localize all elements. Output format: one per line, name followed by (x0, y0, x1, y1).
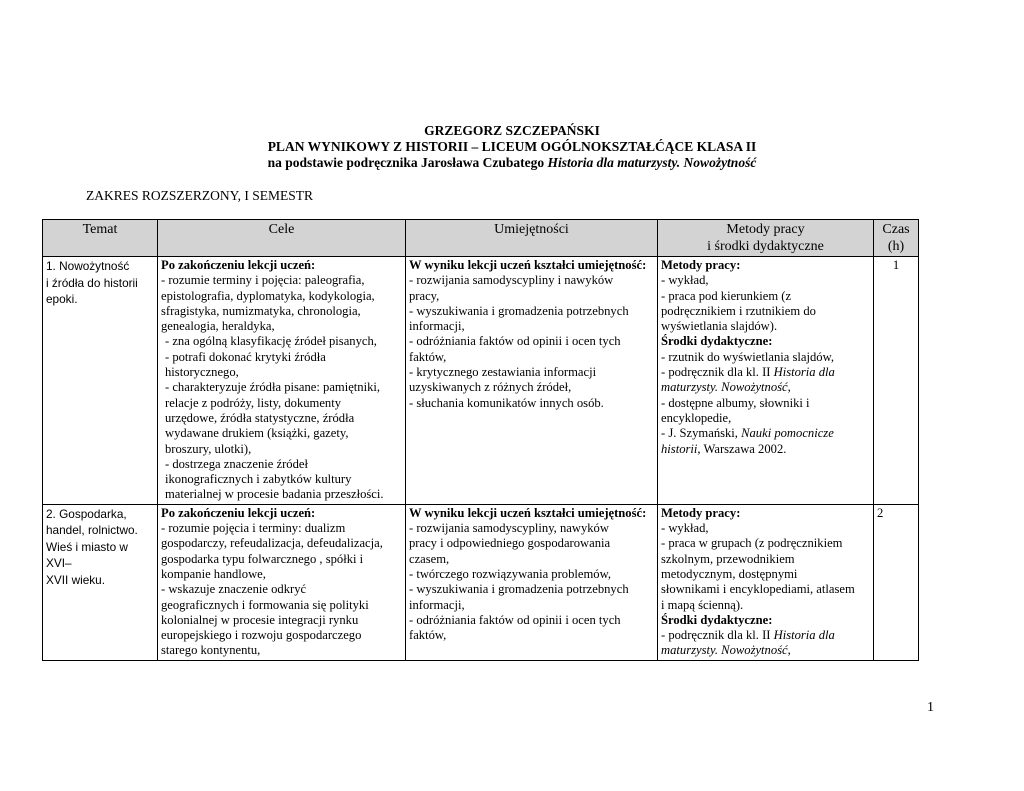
metody-line: - wykład, (661, 521, 709, 536)
cele-lead: Po zakończeniu lekcji uczeń: (161, 505, 316, 520)
table-header-row (43, 220, 919, 257)
srodki-line (661, 426, 870, 441)
cell-czas: 1 (874, 257, 919, 505)
cele-line: urzędowe, źródła statystyczne, źródła (165, 410, 355, 425)
cele-line: - zna ogólną klasyfikację źródeł pisanych, (165, 334, 377, 349)
cele-line: gospodarka typu folwarcznego , spółki i (161, 551, 364, 566)
srodki-line (661, 380, 870, 395)
book-title-italic: Historia dla (773, 365, 835, 380)
srodki-line: - rzutnik do wyświetlania slajdów, (661, 349, 835, 364)
srodki-line (661, 643, 870, 658)
temat-line: 2. Gospodarka, (46, 506, 127, 521)
cele-line: - wskazuje znaczenie odkryć (161, 582, 307, 597)
umiejetnosci-line: - krytycznego zestawiania informacji (409, 365, 597, 380)
srodki-line: encyklopedie, (661, 410, 732, 425)
cele-line: epistolografia, dyplomatyka, kodykologia, (161, 288, 375, 303)
cell-cele (158, 504, 406, 660)
cele-line: - dostrzega znaczenie źródeł (165, 456, 308, 471)
umiejetnosci-line: - odróżniania faktów od opinii i ocen tych (409, 334, 621, 349)
metody-line: - wykład, (661, 273, 709, 288)
srodki-text: , (787, 643, 791, 658)
document-subtitle (0, 155, 1024, 171)
cell-umiejetnosci (406, 504, 658, 660)
cele-line: europejskiego i rozwoju gospodarczego (161, 628, 362, 643)
document-title: PLAN WYNIKOWY Z HISTORII – LICEUM OGÓLNOKSZTAŁĆĄCE KLASA II (267, 139, 757, 154)
cele-line: ikonograficznych i zabytków kultury (165, 472, 352, 487)
umiejetnosci-line: faktów, (409, 628, 447, 643)
umiejetnosci-line: - twórczego rozwiązywania problemów, (409, 566, 611, 581)
cell-czas: 2 (874, 504, 919, 660)
header-czas (874, 220, 919, 257)
umiejetnosci-line: pracy i odpowiedniego gospodarowania (409, 536, 611, 551)
cell-metody (658, 257, 874, 505)
header-metody-line1: Metody pracy (726, 222, 805, 237)
cele-line: kolonialnej w procesie integracji rynku (161, 612, 359, 627)
umiejetnosci-line: - wyszukiwania i gromadzenia potrzebnych (409, 582, 629, 597)
umiejetnosci-line: informacji, (409, 597, 465, 612)
srodki-lead: Środki dydaktyczne: (661, 612, 773, 627)
cele-line: - rozumie pojęcia i terminy: dualizm (161, 521, 346, 536)
header-temat: Temat (43, 220, 158, 257)
umiejetnosci-line: pracy, (409, 288, 440, 303)
table-row (43, 257, 919, 505)
cele-line: starego kontynentu, (161, 643, 261, 658)
srodki-text: - J. Szymański, (661, 426, 742, 441)
subtitle-prefix: na podstawie podręcznika Jarosława Czubatego (267, 155, 548, 170)
cell-metody (658, 504, 874, 660)
cele-line: genealogia, heraldyka, (161, 319, 275, 334)
umiejetnosci-lead: W wyniku lekcji uczeń kształci umiejętność: (409, 258, 647, 272)
metody-line: szkolnym, przewodnikiem (661, 551, 795, 566)
cele-line: wydawane drukiem (książki, gazety, (165, 426, 349, 441)
umiejetnosci-line: - wyszukiwania i gromadzenia potrzebnych (409, 303, 629, 318)
temat-line: epoki. (46, 292, 78, 306)
book-title-italic: historii (661, 441, 698, 456)
cele-line: - rozumie terminy i pojęcia: paleografia, (161, 273, 365, 288)
umiejetnosci-line: faktów, (409, 349, 447, 364)
umiejetnosci-line: informacji, (409, 319, 465, 334)
temat-line: i źródła do historii (46, 275, 138, 290)
cele-line: geograficznych i formowania się polityki (161, 597, 369, 612)
temat-line: XVII wieku. (46, 572, 106, 587)
header-czas-line2: (h) (887, 239, 905, 254)
cele-line: - potrafi dokonać krytyki źródła (165, 349, 326, 364)
umiejetnosci-line: - odróżniania faktów od opinii i ocen tych (409, 612, 621, 627)
cele-line: historycznego, (165, 365, 239, 380)
cele-line: materialnej w procesie badania przeszłości. (165, 487, 384, 502)
header-metody-line2: i środki dydaktyczne (707, 239, 824, 254)
book-title-italic: Nauki pomocnicze (741, 426, 834, 441)
header-czas-line1: Czas (882, 222, 910, 237)
srodki-line: - dostępne albumy, słowniki i (661, 395, 810, 410)
metody-line: metodycznym, dostępnymi (661, 566, 798, 581)
metody-line: - praca w grupach (z podręcznikiem (661, 536, 843, 551)
scope-heading: ZAKRES ROZSZERZONY, I SEMESTR (86, 188, 314, 203)
umiejetnosci-line: - słuchania komunikatów innych osób. (409, 395, 604, 410)
metody-line: podręcznikiem i rzutnikiem do (661, 303, 816, 318)
srodki-lead: Środki dydaktyczne: (661, 334, 773, 349)
umiejetnosci-lead: W wyniku lekcji uczeń kształci umiejętność: (409, 505, 647, 520)
umiejetnosci-line: uzyskiwanych z różnych źródeł, (409, 380, 572, 395)
cele-line: relacje z podróży, listy, dokumenty (165, 395, 342, 410)
umiejetnosci-line: - rozwijania samodyscypliny, nawyków (409, 521, 609, 536)
cell-temat (43, 257, 158, 505)
cele-line: gospodarczy, refeudalizacja, defeudalizacja, (161, 536, 383, 551)
cele-line: kompanie handlowe, (161, 566, 266, 581)
srodki-line (661, 628, 870, 643)
metody-line: - praca pod kierunkiem (z (661, 288, 792, 303)
temat-line: Wieś i miasto w XVI– (46, 539, 128, 571)
book-title-italic: maturzysty. Nowożytność (661, 380, 788, 395)
metody-line: słownikami i encyklopediami, atlasem (661, 582, 855, 597)
umiejetnosci-line: - rozwijania samodyscypliny i nawyków (409, 273, 614, 288)
umiejetnosci-line: czasem, (409, 551, 450, 566)
metody-lead: Metody pracy: (661, 258, 741, 272)
page-number: 1 (927, 700, 934, 715)
lesson-plan-table (42, 219, 919, 661)
cele-line: sfragistyka, numizmatyka, chronologia, (161, 303, 361, 318)
temat-line: handel, rolnictwo. (46, 523, 138, 538)
metody-line: i mapą ścienną). (661, 597, 744, 612)
srodki-text: - podręcznik dla kl. II (661, 628, 774, 643)
cele-lead: Po zakończeniu lekcji uczeń: (161, 258, 316, 272)
cell-cele (158, 257, 406, 505)
srodki-line (661, 442, 870, 457)
author-heading: GRZEGORZ SZCZEPAŃSKI (424, 123, 600, 138)
book-title-italic: Historia dla (773, 628, 835, 643)
table-row (43, 504, 919, 660)
cell-umiejetnosci (406, 257, 658, 505)
srodki-line (661, 365, 870, 380)
metody-line: wyświetlania slajdów). (661, 319, 778, 334)
srodki-text: - podręcznik dla kl. II (661, 365, 774, 380)
book-title-italic: maturzysty. Nowożytność (661, 643, 788, 658)
temat-line: 1. Nowożytność (46, 259, 130, 273)
cell-temat (43, 504, 158, 660)
cele-line: broszury, ulotki), (165, 441, 252, 456)
srodki-text: , Warszawa 2002. (697, 441, 787, 456)
header-umiejetnosci: Umiejętności (406, 220, 658, 257)
header-metody (658, 220, 874, 257)
subtitle-book-title: Historia dla maturzysty. Nowożytność (547, 155, 757, 170)
srodki-text: , (787, 380, 791, 395)
header-cele: Cele (158, 220, 406, 257)
metody-lead: Metody pracy: (661, 505, 741, 520)
cele-line: - charakteryzuje źródła pisane: pamiętniki, (165, 380, 381, 395)
